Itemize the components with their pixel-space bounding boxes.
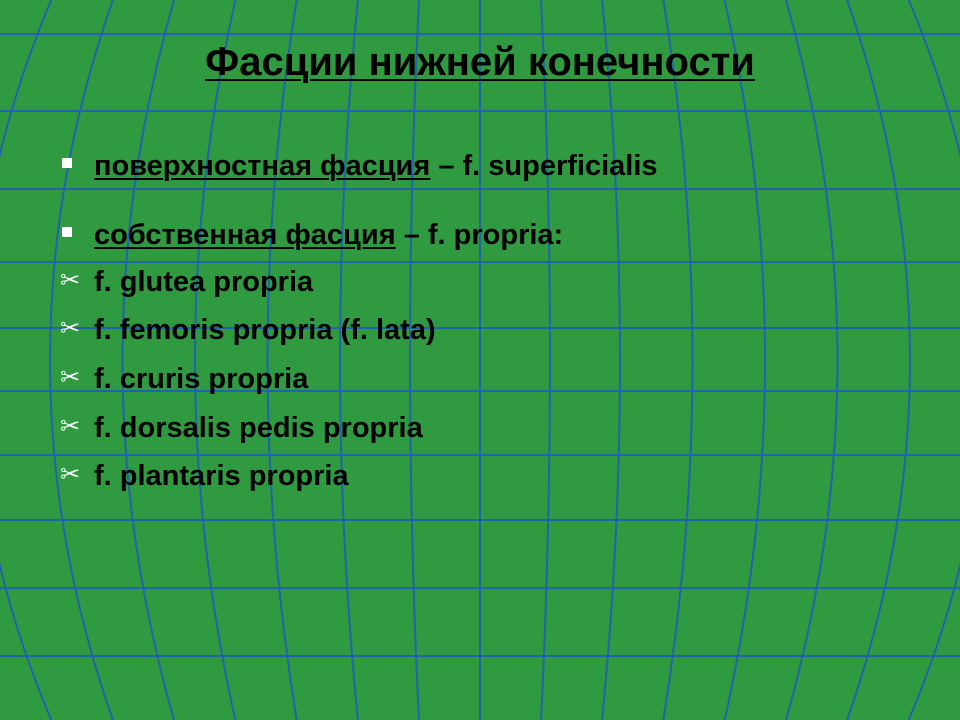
scissors-bullet-icon: ✂ xyxy=(60,461,81,488)
scissors-bullet-icon: ✂ xyxy=(60,315,81,342)
sub-item-glutea xyxy=(60,266,313,299)
item-rest: – f. propria: xyxy=(395,219,564,251)
square-bullet-icon xyxy=(62,227,72,237)
sub-item-femoris xyxy=(60,314,436,347)
sub-item-text: f. plantaris propria xyxy=(94,460,349,492)
sub-item-cruris xyxy=(60,363,308,396)
scissors-bullet-icon: ✂ xyxy=(60,364,81,391)
scissors-bullet-icon: ✂ xyxy=(60,267,81,294)
sub-item-text: f. cruris propria xyxy=(94,363,309,395)
item-term: поверхностная фасция xyxy=(94,150,431,182)
sub-item-text: f. femoris propria (f. lata) xyxy=(94,314,436,346)
item-rest: – f. superficialis xyxy=(430,150,658,182)
list-item-superficial-fascia xyxy=(60,150,658,183)
square-bullet-icon xyxy=(62,158,72,168)
sub-item-plantaris xyxy=(60,460,349,493)
sub-item-text: f. glutea propria xyxy=(94,266,314,298)
slide-title: Фасции нижней конечности xyxy=(205,40,755,84)
list-item-proper-fascia xyxy=(60,219,563,252)
item-term: собственная фасция xyxy=(94,219,396,251)
scissors-bullet-icon: ✂ xyxy=(60,413,81,440)
sub-item-text: f. dorsalis pedis propria xyxy=(94,412,423,444)
sub-item-dorsalis-pedis xyxy=(60,412,423,445)
